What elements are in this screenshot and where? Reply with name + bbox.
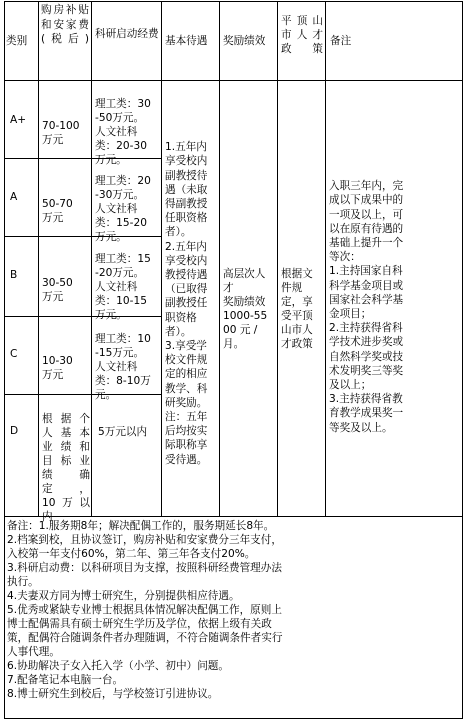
note-item: 备注：1.服务期8年；解决配偶工作的，服务期延长8年。 — [7, 520, 275, 532]
border-top — [4, 1, 463, 2]
row-divider — [4, 236, 161, 237]
header-research-fund: 科研启动经费 — [95, 28, 159, 40]
note-item: 6.协助解决子女入托入学（小学、初中）问题。 — [7, 660, 229, 672]
notes-block — [7, 519, 459, 717]
housing-subsidy-cell: 30-50 万元 — [42, 277, 73, 303]
housing-subsidy-cell: 根据个 人基本 业绩和 目标业 绩确 定， 10万以 内 — [42, 413, 90, 523]
category-cell: D — [10, 425, 19, 437]
category-cell: C — [10, 348, 18, 360]
col-divider — [325, 1, 326, 517]
border-left — [4, 1, 5, 719]
housing-subsidy-cell: 50-70 万元 — [42, 198, 73, 224]
col-divider — [219, 1, 220, 517]
note-item: 8.博士研究生到校后，与学校签订引进协议。 — [7, 688, 219, 700]
border-right — [462, 1, 463, 719]
header-basic-treatment: 基本待遇 — [165, 35, 208, 47]
row-divider — [4, 158, 161, 159]
border-bottom — [4, 718, 463, 719]
basic-treatment-cell: 1.五年内 享受校内 副教授待 遇（未取 得副教授 任职资格 者）。 2.五年内 享受校内 教授待遇 （已取得 副教授任 职资格 者）。 3.享受学 校文件规 定的相应 教学、科 研奖励。 注：五年 后均按实 际职称享 受待遇。 — [165, 141, 208, 466]
research-fund-cell: 理工类：20 -30万元。 人文社科 类：15-20 万元。 — [95, 175, 151, 243]
col-divider — [38, 1, 39, 517]
category-cell: A+ — [10, 114, 27, 126]
header-city-talent-policy: 平顶山市人才政策 — [281, 15, 323, 55]
performance-cell: 高层次人 才 奖励绩效 1000-55 00 元 / 月。 — [223, 268, 268, 350]
header-performance: 奖励绩效 — [223, 35, 266, 47]
housing-subsidy-cell: 10-30 万元 — [42, 355, 73, 381]
note-item: 3.科研启动费：以科研项目为支撑，按照科研经费管理办法 执行。 — [7, 562, 282, 588]
col-divider — [277, 1, 278, 517]
city-talent-policy-cell: 根据文 件规 定，享 受平顶 山市人 才政策 — [281, 268, 313, 350]
category-cell: B — [10, 269, 18, 281]
note-item: 2.档案到校，且协议签订，购房补贴和安家费分三年支付， 入校第一年支付60%，第二年、第三年各支付20%。 — [7, 534, 282, 560]
header-remarks: 备注 — [330, 35, 352, 47]
note-item: 4.夫妻双方同为博士研究生，分别提供相应待遇。 — [7, 590, 240, 602]
row-divider — [4, 394, 161, 395]
header-category: 类别 — [6, 35, 28, 47]
col-divider — [161, 1, 162, 517]
category-cell: A — [10, 191, 18, 203]
remarks-cell: 入职三年内，完 成以下成果中的 一项及以上，可 以在原有待遇的 基础上提升一个 等次： 1.主持国家自科 科学基金项目或 国家社会科学基 金项目； 2.主持获得省科 学技术进步奖或 自然科学奖或技 术发明奖三等奖 及以上； 3.主持获得省教 育教学成果奖一 等奖及以上。 — [329, 180, 404, 434]
header-divider — [4, 80, 463, 81]
col-divider — [91, 1, 92, 517]
notes-divider — [4, 516, 463, 517]
housing-subsidy-cell: 70-100 万元 — [42, 120, 80, 146]
note-item: 5.优秀或紧缺专业博士根据具体情况解决配偶工作，原则上 博士配偶需具有硕士研究生学历及学位，依据上级有关政 策，配偶符合随调条件者办理随调，不符合随调条件者实行 人事代理。 — [7, 604, 283, 658]
research-fund-cell: 理工类：15 -20万元。 人文社科 类：10-15 万元。 — [95, 253, 151, 321]
research-fund-cell: 理工类：10 -15万元。 人文社科 类：8-10万 元。 — [95, 333, 151, 401]
row-divider — [4, 316, 161, 317]
note-item: 7.配备笔记本电脑一台。 — [7, 674, 124, 686]
research-fund-cell: 理工类：30 -50万元。 人文社科 类：20-30 万元。 — [95, 98, 151, 166]
research-fund-cell: 5万元以内 — [98, 426, 148, 438]
header-housing-subsidy: 购房补贴和安家费(税后) — [41, 4, 89, 45]
